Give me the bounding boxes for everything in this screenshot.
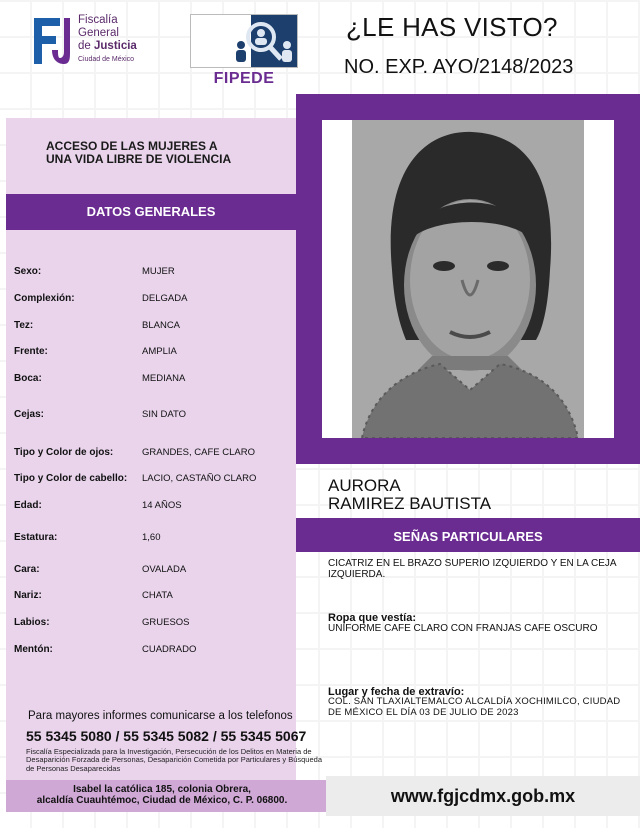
field-label-sexo: Sexo: — [14, 266, 42, 277]
field-label-nariz: Nariz: — [14, 590, 42, 601]
field-label-cejas: Cejas: — [14, 409, 45, 420]
field-value-sexo: MUJER — [142, 266, 175, 277]
fgj-logo — [30, 12, 180, 72]
field-label-tez: Tez: — [14, 320, 34, 331]
fipede-search-people-icon — [191, 15, 297, 67]
person-last-names: RAMIREZ BAUTISTA — [328, 494, 492, 513]
person-first-name: AURORA — [328, 476, 401, 495]
field-value-estatura: 1,60 — [142, 532, 161, 543]
contact-phones: 55 5345 5080 / 55 5345 5082 / 55 5345 5067 — [26, 728, 307, 744]
field-value-menton: CUADRADO — [142, 644, 197, 655]
field-value-tez: BLANCA — [142, 320, 181, 331]
contact-intro: Para mayores informes comunicarse a los telefonos — [28, 710, 293, 722]
field-label-frente: Frente: — [14, 346, 48, 357]
ropa-value: UNIFORME CAFE CLARO CON FRANJAS CAFE OSCURO — [328, 623, 598, 634]
field-value-nariz: CHATA — [142, 590, 173, 601]
field-value-complexion: DELGADA — [142, 293, 188, 304]
field-value-cabello: LACIO, CASTAÑO CLARO — [142, 473, 257, 484]
field-label-labios: Labios: — [14, 617, 50, 628]
address-line-1: Isabel la católica 185, colonia Obrera, — [73, 784, 251, 795]
missing-person-photo — [322, 120, 614, 438]
field-value-frente: AMPLIA — [142, 346, 177, 357]
senas-particulares-heading: SEÑAS PARTICULARES — [296, 518, 640, 552]
expediente-number: NO. EXP. AYO/2148/2023 — [344, 56, 574, 78]
lugar-label: Lugar y fecha de extravío: — [328, 686, 465, 698]
senas-particulares-text: CICATRIZ EN EL BRAZO SUPERIO IZQUIERDO Y EN LA CEJA IZQUIERDA. — [328, 558, 617, 580]
portrait-image — [322, 120, 614, 438]
field-value-ojos: GRANDES, CAFE CLARO — [142, 447, 255, 458]
field-label-estatura: Estatura: — [14, 532, 58, 543]
field-value-boca: MEDIANA — [142, 373, 186, 384]
address-line-2: alcaldía Cuauhtémoc, Ciudad de México, C. P. 06800. — [36, 795, 288, 806]
field-value-labios: GRUESOS — [142, 617, 190, 628]
datos-generales-heading: DATOS GENERALES — [6, 194, 296, 230]
field-label-cabello: Tipo y Color de cabello: — [14, 473, 128, 484]
field-label-menton: Mentón: — [14, 644, 53, 655]
fgj-emblem-icon — [30, 14, 72, 68]
field-value-edad: 14 AÑOS — [142, 500, 182, 511]
fgj-logo-text: Fiscalía General de Justicia — [78, 14, 137, 52]
program-title: ACCESO DE LAS MUJERES A UNA VIDA LIBRE DE VIOLENCIA — [46, 139, 232, 166]
field-label-boca: Boca: — [14, 373, 42, 384]
field-value-cara: OVALADA — [142, 564, 187, 575]
address — [12, 784, 312, 806]
field-label-complexion: Complexión: — [14, 293, 75, 304]
fipede-emblem — [190, 14, 298, 68]
ropa-label: Ropa que vestía: — [328, 612, 417, 624]
website-link[interactable]: www.fgjcdmx.gob.mx — [390, 786, 576, 806]
field-label-ojos: Tipo y Color de ojos: — [14, 447, 114, 458]
lugar-value: COL. SAN TLAXIALTEMALCO ALCALDÍA XOCHIMILCO, CIUDAD DE MÉXICO EL DÍA 03 DE JULIO DE 2023 — [328, 696, 621, 718]
page-title: ¿LE HAS VISTO? — [346, 12, 558, 42]
fgj-logo-city: Ciudad de México — [78, 56, 135, 63]
field-value-cejas: SIN DATO — [142, 409, 186, 420]
agency-description: Fiscalía Especializada para la Investigación, Persecución de los Delitos en Materia de Desaparición Forzada de Personas, Desaparición Cometida por Particulares y Búsqueda de Personas Desaparecidas — [26, 747, 322, 773]
fipede-logo — [190, 14, 298, 86]
field-label-edad: Edad: — [14, 500, 42, 511]
fipede-label: FIPEDE — [213, 70, 275, 87]
field-label-cara: Cara: — [14, 564, 40, 575]
